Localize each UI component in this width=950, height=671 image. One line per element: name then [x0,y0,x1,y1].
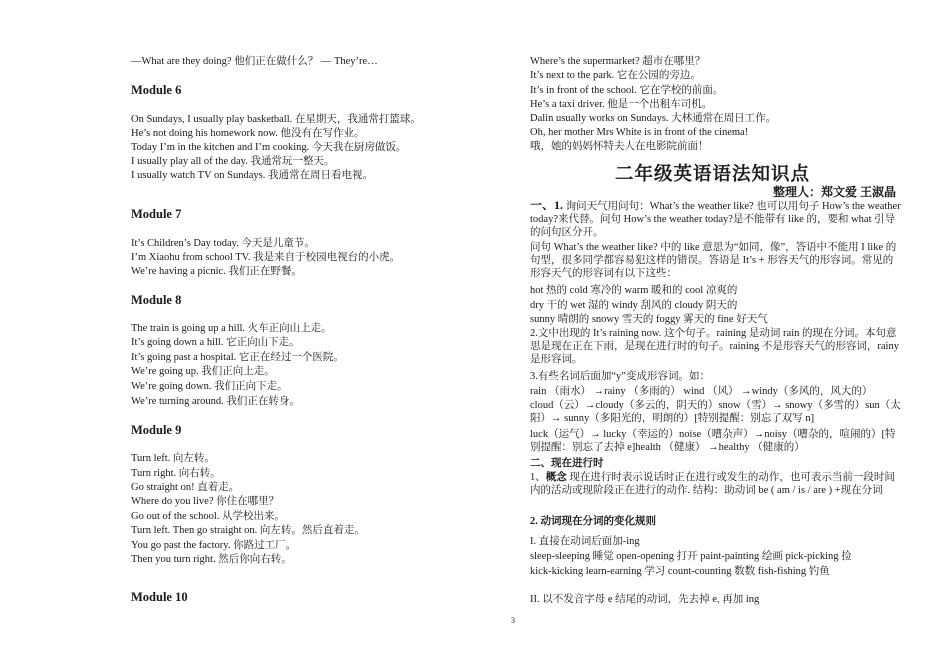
text-line: He’s a taxi driver. 他是一个出租车司机。 [530,99,713,110]
text-line: He’s not doing his homework now. 他没有在写作业。 [131,128,365,139]
module-8-heading: Module 8 [131,293,182,307]
paragraph: 2.文中出现的 It’s raining now. 这个句子。raining 是动词 rain 的现在分词。本句意思是现在正在下雨，是现在进行时的句子。raining 不是形容天气的形容词，rainy 是形容词。 [530,328,899,365]
paragraph: 问句 What’s the weather like? 中的 like 意思为“如同，像”，答语中不能用 I like 的句型，很多同学都容易犯这样的错误。答语是 It’s + 形容天气的形容词。常见的形容天气的形容词有以下这些： [530,242,897,279]
text-line: It’s going past a hospital. 它正在经过一个医院。 [131,352,344,363]
paragraph: 3.有些名词后面加“y”变成形容词。如： [530,371,710,382]
text-line: The train is going up a hill. 火车正向山上走。 [131,323,332,334]
text-line: It’s going down a hill. 它正向山下走。 [131,337,300,348]
text-line: You go past the factory. 你路过工厂。 [131,540,297,551]
text-line: Where’s the supermarket? 超市在哪里？ [530,56,706,67]
section-2-paragraph [530,471,902,497]
module-10-heading: Module 10 [131,590,188,604]
module-9-heading: Module 9 [131,423,182,437]
text-line: Go out of the school. 从学校出来。 [131,511,285,522]
section-2-text: 现在进行时表示说话时正在进行或发生的动作，也可表示当前一段时间内的活动或现阶段正在进行的动作. 结构：助动词 be ( am / is / are ) +现在分词 [530,472,895,496]
module-6-heading: Module 6 [131,83,182,97]
text-line: We’re going down. 我们正向下走。 [131,381,288,392]
text-line: Dalin usually works on Sundays. 大林通常在周日工作。 [530,113,777,124]
text-line: We’re having a picnic. 我们正在野餐。 [131,266,302,277]
weather-adjectives-row: dry 干的 wet 湿的 windy 刮风的 cloudy 阴天的 [530,300,738,311]
subsection-heading: 2. 动词现在分词的变化规则 [530,516,656,527]
example-line: rain （雨水） →rainy （多雨的） wind （风） →windy（多风的，风大的） [530,386,873,397]
text-line: We’re turning around. 我们正在转身。 [131,396,300,407]
page-number: 3 [511,616,515,625]
section-1-paragraph [530,199,902,239]
text-line: 哦，她的妈妈怀特夫人在电影院前面！ [530,141,709,152]
rule-line: I. 直接在动词后面加-ing [530,536,640,547]
concept-label: 概念 [545,472,567,483]
text-line: I usually watch TV on Sundays. 我通常在周日看电视。 [131,170,373,181]
example-line: cloud（云）→cloudy（多云的，阴天的）snow（雪）→ snowy（多雪的）sun（太阳）→ sunny（多阳光的，明朗的）[特别提醒：别忘了双写 n] [530,400,901,424]
rule-line: II. 以不发音字母 e 结尾的动词，先去掉 e, 再加 ing [530,594,760,605]
text-line: Oh, her mother Mrs White is in front of the cinema! [530,127,749,138]
document-title: 二年级英语语法知识点 [615,165,811,185]
text-line: Turn left. 向左转。 [131,453,215,464]
text-line: I’m Xiaohu from school TV. 我是来自于校园电视台的小虎。 [131,252,401,263]
text-line: It’s in front of the school. 它在学校的前面。 [530,85,724,96]
rule-example: kick-kicking learn-earning 学习 count-counting 数数 fish-fishing 钓鱼 [530,566,830,577]
weather-adjectives-row: hot 热的 cold 寒冷的 warm 暖和的 cool 凉爽的 [530,285,738,296]
module-7-heading: Module 7 [131,207,182,221]
text-line: Turn right. 向右转。 [131,468,221,479]
text-line: Then you turn right. 然后你向右转。 [131,554,292,565]
text-line: It’s Children’s Day today. 今天是儿童节。 [131,238,315,249]
text-line: Go straight on! 直着走。 [131,482,240,493]
dialogue-line: —What are they doing? 他们正在做什么？ — They’re… [131,56,378,67]
weather-adjectives-row: sunny 晴朗的 snowy 雪天的 foggy 雾天的 fine 好天气 [530,314,768,325]
example-line: luck（运气）→ lucky（幸运的）noise（嘈杂声）→noisy（嘈杂的，喧闹的）[特别提醒：别忘了去掉 e]health （健康） →healthy （健康的） [530,429,896,453]
section-2-prefix: 1、 [530,472,546,483]
text-line: Turn left. Then go straight on. 向左转。然后直着走。 [131,525,365,536]
author-line: 整理人：郑文爱 王淑晶 [773,185,897,199]
text-line: Today I’m in the kitchen and I’m cooking. 今天我在厨房做饭。 [131,142,407,153]
text-line: On Sundays, I usually play basketball. 在星期天，我通常打篮球。 [131,114,421,125]
rule-example: sleep-sleeping 睡觉 open-opening 打开 paint-painting 绘画 pick-picking 捡 [530,551,852,562]
section-2-heading: 二、现在进行时 [530,458,604,469]
text-line: We’re going up. 我们正向上走。 [131,366,275,377]
text-line: It’s next to the park. 它在公园的旁边。 [530,70,701,81]
text-line: I usually play all of the day. 我通常玩一整天。 [131,156,335,167]
section-1-number: 一、1. [530,198,564,212]
section-1-text: 询问天气用问句：What’s the weather like? 也可以用句子 How’s the weather today?来代替。问句 How’s the weather today?是不能带有 like 的，要和 what 引导的问句区分开。 [530,201,901,238]
text-line: Where do you live? 你住在哪里？ [131,496,280,507]
